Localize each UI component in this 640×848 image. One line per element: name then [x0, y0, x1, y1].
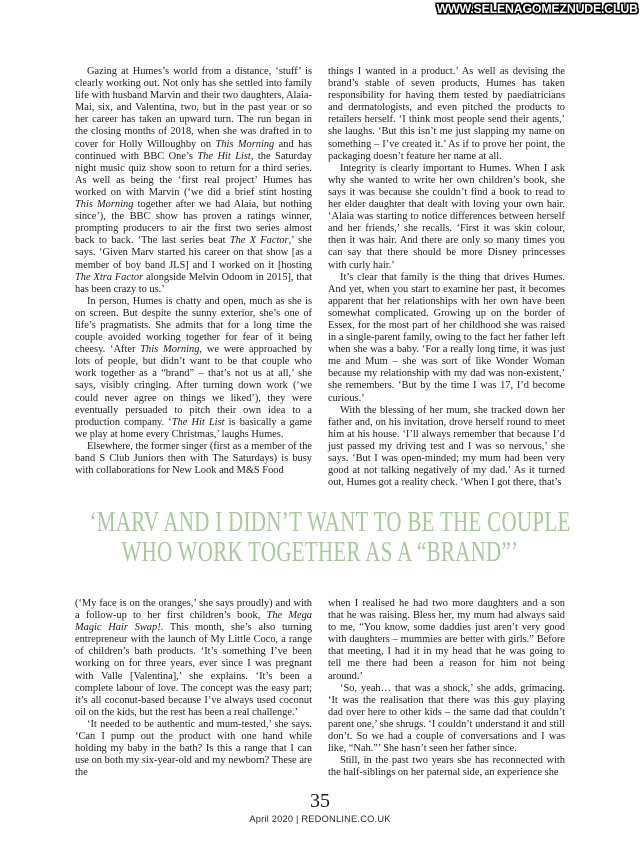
paragraph: Gazing at Humes’s world from a distance, ‘stuff’ is clearly working out. Not only has she settled into family life with husband Marvin and their two daughters, Alaia-Mai, six, and Valentina, two, but in the past year or so her career has taken an upward turn. The run began in the closing months of 2018, when she was drafted in to cover for Holly Willoughby on This Morning and has continued with BBC One’s The Hit List, the Saturday night music quiz show soon to return for a third series. As well as being the ‘first real project’ Humes has worked on with Marvin (‘we did a brief stint hosting This Morning together after we had Alaia, but nothing since’), the BBC show has proven a ratings winner, prompting producers to air the first two series almost back to back. ‘The last series beat The X Factor,’ she says. ‘Given Marv started his career on that show [as a member of boy band JLS] and I worked on it [hosting The Xtra Factor alongside Melvin Odoom in 2015], that has been crazy to us.’ [75, 66, 312, 295]
paragraph: In person, Humes is chatty and open, much as she is on screen. But despite the sunny exterior, she’s one of life’s pragmatists. She admits that for a long time the couple avoided working together for fear of it being cheesy. ‘After This Morning, we were approached by lots of people, but didn’t want to be that couple who work together as a “brand” – that’s not us at all,’ she says, visibly cringing. After turning down work (‘we could never agree on things we liked’), they were eventually persuaded to pitch their own idea to a production company. ‘The Hit List is basically a game we play at home every Christmas,’ laughs Humes. [75, 295, 313, 440]
footer-credit: April 2020 | REDONLINE.CO.UK [249, 814, 391, 824]
pull-quote [0, 508, 640, 567]
pull-quote-line-1: ‘MARV AND I DIDN’T WANT TO BE THE COUPLE [89, 506, 571, 538]
column-bottom-left [75, 598, 312, 779]
column-top-right [328, 66, 565, 489]
watermark-text: WWW.SELENAGOMEZNUDE.CLUB [436, 1, 638, 16]
paragraph: Integrity is clearly important to Humes. When I ask why she wanted to write her own children’s book, she says it was because she couldn’t find a book to read to her elder daughter that dealt with loving your own hair. ‘Alaia was starting to notice differences between herself and her friends,’ she recalls. ‘First it was skin colour, then it was hair. And there are only so many times you can say that there should be more Disney princesses with curly hair.’ [328, 162, 565, 271]
paragraph: when I realised he had two more daughters and a son that he was raising. Bless her, my mum had always said to me, “You know, some daddies just aren’t very good with daughters – mummies are better with girls.” Before that meeting, I had it in my head that he was going to tell me there had been a reason for him not being around.’ [328, 598, 565, 682]
paragraph: ‘It needed to be authentic and mum-tested,’ she says. ‘Can I pump out the product with one hand while holding my baby in the bath? Is this a range that I can use on both my six-year-old and my newborn? These are the [75, 718, 312, 779]
paragraph: Elsewhere, the former singer (first as a member of the band S Club Juniors then with The Saturdays) is busy with collaborations for New Look and M&S Food [75, 440, 312, 477]
pull-quote-line-2: WHO WORK TOGETHER AS A “BRAND”’ [121, 535, 519, 568]
paragraph: It’s clear that family is the thing that drives Humes. And yet, when you start to examine her past, it becomes apparent that her relationships with her own have been somewhat complicated. Growing up on the border of Essex, for the most part of her childhood she was raised in a single-parent family, owing to the fact her father left when she was a baby. ‘For a really long time, it was just me and Mum – she was sort of like Wonder Woman because my relationship with my dad was non-existent,’ she remembers. ‘But by the time I was 17, I’d become curious.’ [328, 271, 565, 404]
paragraph: ‘So, yeah… that was a shock,’ she adds, grimacing. ‘It was the realisation that there was this guy playing dad over here to other kids – the same dad that couldn’t parent one,’ she shrugs. ‘I couldn’t understand it and still don’t. So we had a couple of conversations and I was like, “Nah.”’ She hasn’t seen her father since. [328, 682, 565, 755]
column-bottom-right [328, 598, 565, 779]
paragraph: (‘My face is on the oranges,’ she says proudly) and with a follow-up to her first children’s book, The Mega Magic Hair Swap!. This month, she’s also turning entrepreneur with the launch of My Little Coco, a range of children’s bath products. ‘It’s something I’ve been working on for three years, ever since I was pregnant with Valle [Valentina],’ she explains. ‘It’s been a complete labour of love. The concept was the easy part; it’s all coconut-based because I’ve always used coconut oil on the kids, but the rest has been a real challenge.’ [75, 598, 313, 718]
page-number: 35 [310, 790, 330, 812]
column-top-left [75, 66, 312, 489]
article-top-section [75, 66, 565, 489]
paragraph: With the blessing of her mum, she tracked down her father and, on his invitation, drove herself round to meet him at his house. ‘I’ll always remember that because I’d just passed my driving test and I was so nervous,’ she says. ‘But I was open-minded; my mum had been very good at not talking negatively of my dad.’ As it turned out, Humes got a reality check. ‘When I got there, that’s [328, 404, 565, 489]
article-bottom-section [75, 598, 565, 779]
paragraph: Still, in the past two years she has reconnected with the half-siblings on her paternal side, an experience she [328, 755, 565, 779]
paragraph: things I wanted in a product.’ As well as devising the brand’s stable of seven products, Humes has taken responsibility for having them tested by paediatricians and dermatologists, and even pitched the products to retailers herself. ‘I think most people send their agents,’ she laughs. ‘But this isn’t me just slapping my name on something – I’ve created it.’ As if to prove her point, the packaging doesn’t feature her name at all. [328, 66, 565, 162]
